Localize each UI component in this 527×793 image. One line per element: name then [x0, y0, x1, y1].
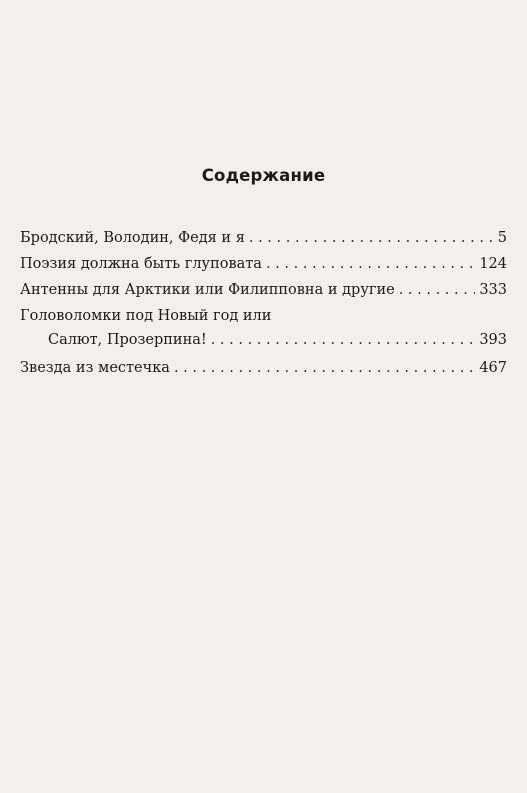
toc-entry-title-continued: Салют, Прозерпина!	[48, 332, 207, 348]
leader-dots	[211, 328, 476, 352]
toc-entry	[20, 356, 507, 382]
leader-dots	[249, 226, 494, 250]
toc-entry	[20, 252, 507, 278]
toc-page-number: 333	[479, 282, 507, 298]
toc-entry-title: Бродский, Володин, Федя и я	[20, 230, 245, 246]
toc-page-number: 5	[497, 230, 507, 246]
toc-entry-title: Головоломки под Новый год или	[20, 308, 272, 324]
toc-entry-title: Звезда из местечка	[20, 360, 170, 376]
toc-entry-title: Антенны для Арктики или Филипповна и другие	[20, 282, 395, 298]
leader-dots	[174, 356, 475, 380]
table-of-contents	[20, 226, 507, 382]
page-title: Содержание	[201, 166, 326, 185]
toc-entry-title: Поэзия должна быть глуповата	[20, 256, 262, 272]
leader-dots	[266, 252, 475, 276]
toc-entry	[20, 278, 507, 304]
toc-page-number: 393	[479, 332, 507, 348]
toc-entry	[20, 304, 507, 356]
toc-entry	[20, 226, 507, 252]
toc-page-number: 124	[479, 256, 507, 272]
leader-dots	[399, 278, 476, 302]
toc-page-number: 467	[479, 360, 507, 376]
